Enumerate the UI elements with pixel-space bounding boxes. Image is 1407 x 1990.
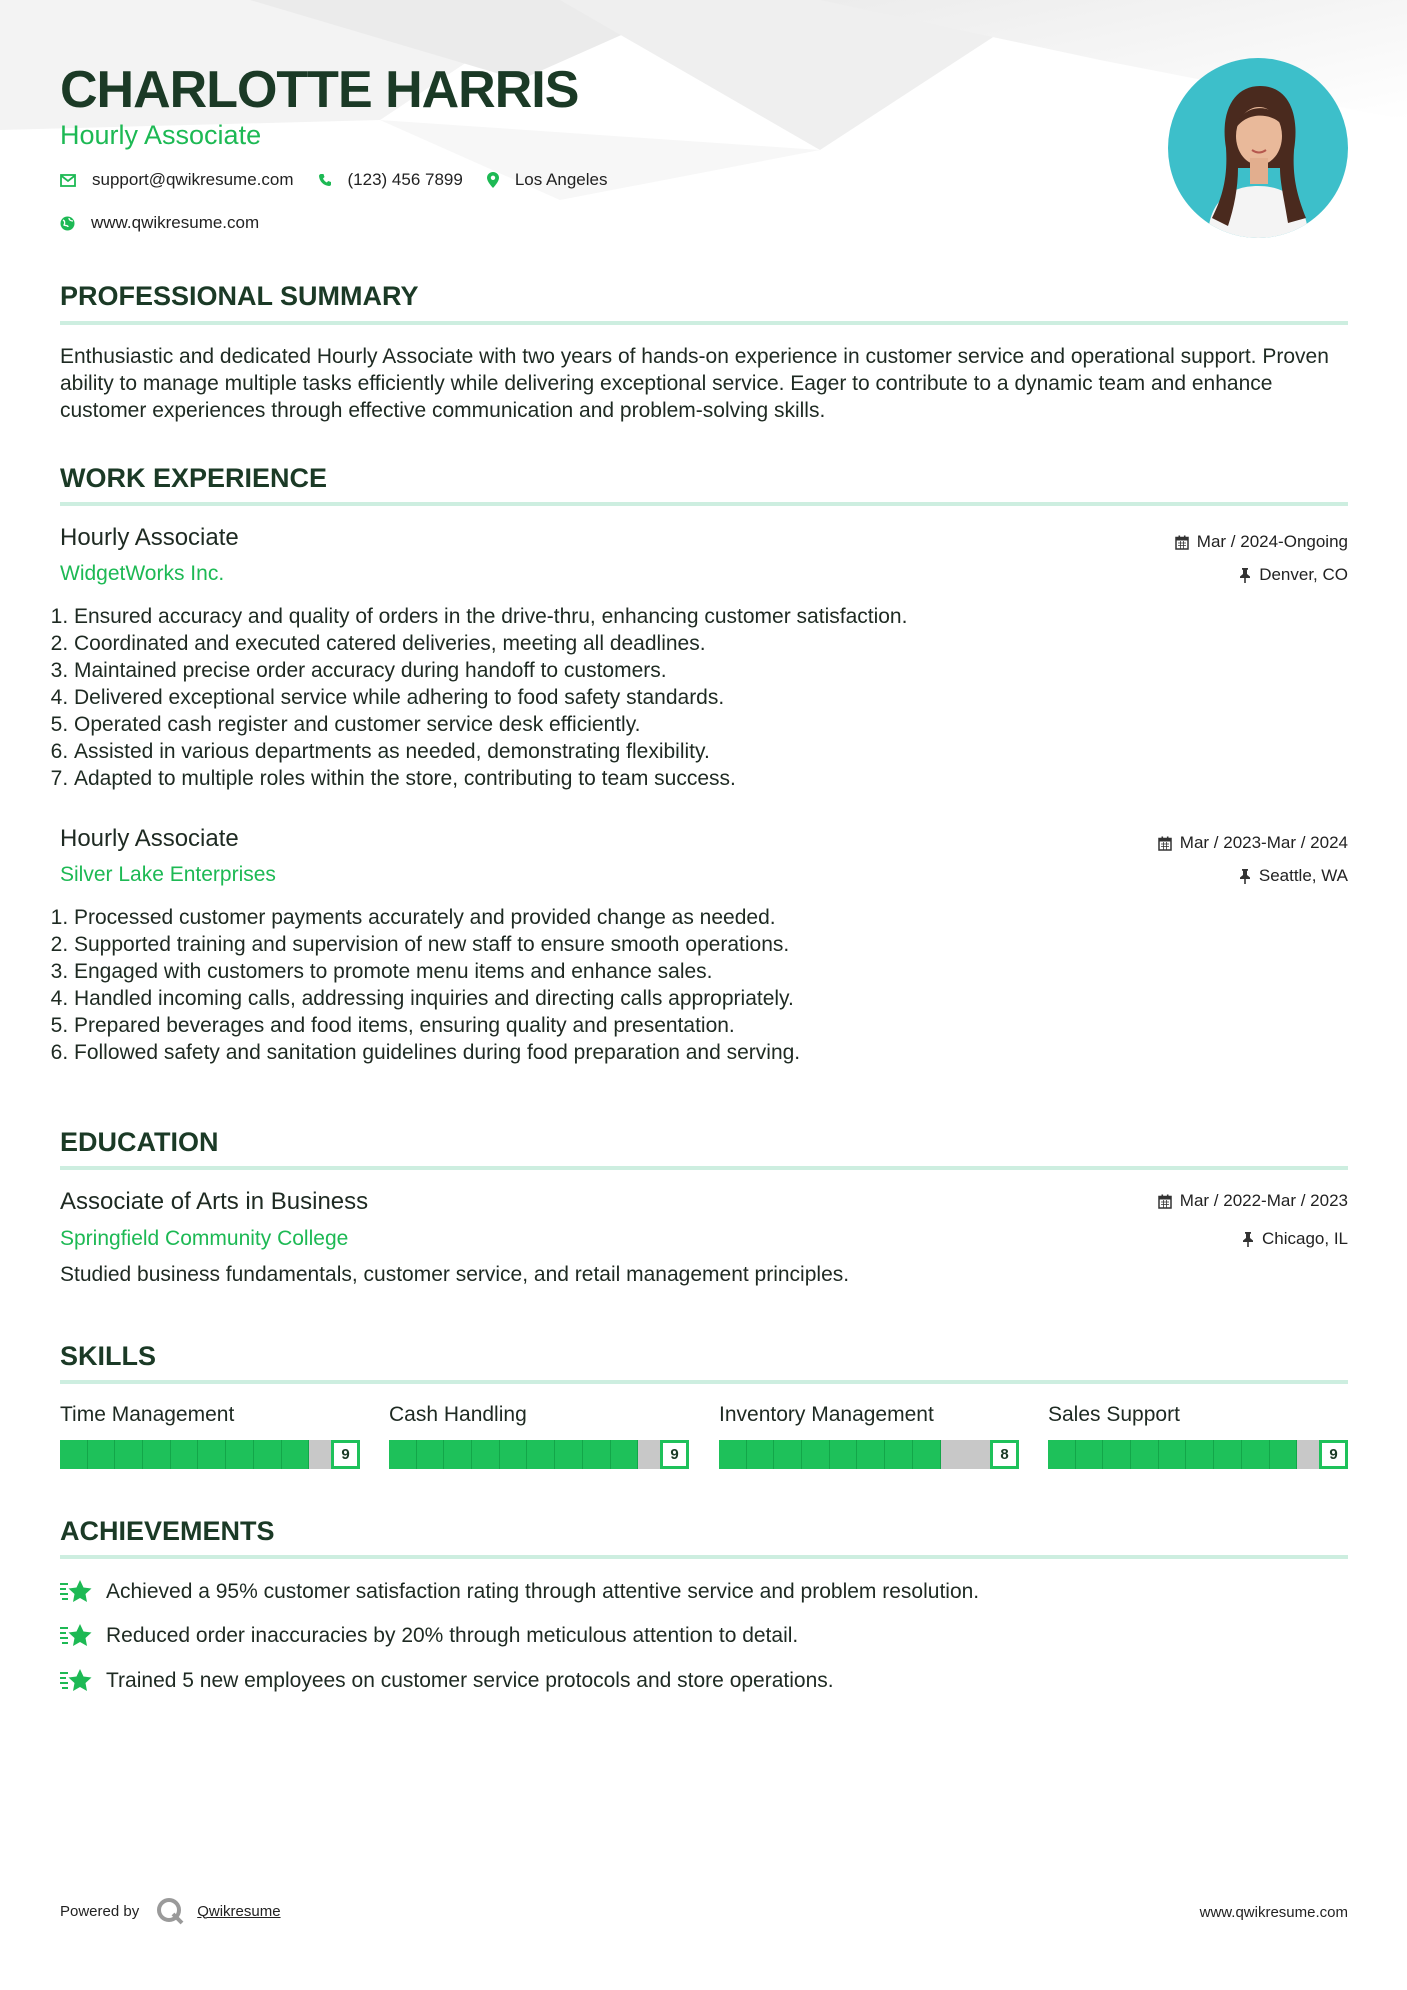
achievements-heading: ACHIEVEMENTS [60, 1516, 275, 1546]
skill-level-segment [774, 1440, 802, 1469]
skill-level-segment [88, 1440, 116, 1469]
skill-level-badge: 9 [331, 1440, 360, 1469]
experience-heading: WORK EXPERIENCE [60, 463, 328, 493]
list-item: 1. Processed customer payments accurately and provided change as needed. [74, 904, 800, 931]
skill-level-track [719, 1440, 996, 1469]
education-school: Springfield Community College [60, 1227, 349, 1250]
education-description: Studied business fundamentals, customer service, and retail management principles. [60, 1263, 850, 1286]
list-item: 6. Assisted in various departments as needed, demonstrating flexibility. [74, 738, 907, 765]
globe-icon [60, 216, 75, 231]
skill-level-segment [747, 1440, 775, 1469]
skill-level-segment [389, 1440, 417, 1469]
skill-level-segment [1214, 1440, 1242, 1469]
skill-name: Time Management [60, 1403, 235, 1426]
pushpin-icon [1239, 568, 1251, 583]
achievement-text: Achieved a 95% customer satisfaction rating through attentive service and problem resolution. [106, 1580, 980, 1603]
contact-website[interactable] [60, 213, 259, 233]
skill-level-segment [282, 1440, 310, 1469]
star-achievement-icon [60, 1667, 92, 1695]
list-item: 3. Engaged with customers to promote menu items and enhance sales. [74, 958, 800, 985]
envelope-icon [60, 174, 76, 187]
qwikresume-logo-icon [155, 1896, 185, 1926]
list-item: 2. Supported training and supervision of new staff to ensure smooth operations. [74, 931, 800, 958]
skill-level-segment [60, 1440, 88, 1469]
job-location [1239, 564, 1348, 586]
pushpin-icon [1242, 1232, 1254, 1247]
skill-level-segment [444, 1440, 472, 1469]
skill-level-segment [198, 1440, 226, 1469]
skill-level-segment [802, 1440, 830, 1469]
summary-text: Enthusiastic and dedicated Hourly Associate with two years of hands-on experience in customer service and operational support. Proven ability to manage multiple tasks efficiently while delivering exceptional service. Eager to contribute to a dynamic team and enhance customer experiences through effective communication and problem-solving skills. [60, 345, 1329, 422]
skill-level-segment [941, 1440, 969, 1469]
skill-level-segment [611, 1440, 639, 1469]
education-location-text: Chicago, IL [1262, 1229, 1348, 1248]
contact-location [487, 170, 608, 190]
skill-level-segment [1186, 1440, 1214, 1469]
education-heading: EDUCATION [60, 1127, 219, 1157]
skill-item [1048, 1401, 1348, 1469]
skill-level-segment [1242, 1440, 1270, 1469]
skill-level-segment [115, 1440, 143, 1469]
skill-name: Inventory Management [719, 1403, 934, 1426]
skill-level-badge: 9 [660, 1440, 689, 1469]
contact-line-2 [60, 213, 283, 233]
job-dates-text: Mar / 2024-Ongoing [1196, 532, 1348, 551]
job-dates [1158, 832, 1348, 854]
list-item: 5. Operated cash register and customer service desk efficiently. [74, 711, 907, 738]
candidate-name: CHARLOTTE HARRIS [60, 61, 579, 119]
qwikresume-brand-link[interactable]: Qwikresume [197, 1902, 281, 1920]
skills-heading: SKILLS [60, 1341, 157, 1371]
skill-level-bar [60, 1440, 360, 1469]
star-achievement-icon [60, 1578, 92, 1606]
job-company: WidgetWorks Inc. [60, 562, 225, 585]
skill-name: Sales Support [1048, 1403, 1180, 1426]
powered-by-label: Powered by [60, 1902, 140, 1920]
list-item: 4. Handled incoming calls, addressing inquiries and directing calls appropriately. [74, 985, 800, 1012]
job-company: Silver Lake Enterprises [60, 863, 276, 886]
skill-level-segment [1076, 1440, 1104, 1469]
skill-level-segment [527, 1440, 555, 1469]
contact-email[interactable] [60, 170, 294, 190]
education-divider [60, 1166, 1348, 1170]
job-location [1239, 865, 1348, 887]
skills-divider [60, 1380, 1348, 1384]
skill-level-segment [1159, 1440, 1187, 1469]
skill-name: Cash Handling [389, 1403, 527, 1426]
footer-website[interactable]: www.qwikresume.com [1199, 1904, 1348, 1921]
list-item: 4. Delivered exceptional service while adhering to food safety standards. [74, 684, 907, 711]
website-text: www.qwikresume.com [91, 213, 260, 232]
skill-level-track [1048, 1440, 1325, 1469]
footer-powered-by [60, 1896, 281, 1926]
skill-level-segment [1103, 1440, 1131, 1469]
skill-level-segment [583, 1440, 611, 1469]
star-achievement-icon [60, 1622, 92, 1650]
skill-level-segment [913, 1440, 941, 1469]
job-title: Hourly Associate [60, 524, 239, 551]
job-location-text: Denver, CO [1259, 565, 1348, 584]
skill-level-segment [1270, 1440, 1298, 1469]
job-responsibilities [54, 603, 907, 792]
education-dates [1158, 1190, 1348, 1212]
calendar-icon [1158, 1194, 1172, 1209]
experience-divider [60, 502, 1348, 506]
contact-phone[interactable] [318, 170, 463, 190]
skill-level-segment [472, 1440, 500, 1469]
skill-level-badge: 8 [990, 1440, 1019, 1469]
location-text: Los Angeles [514, 170, 608, 189]
skill-level-segment [885, 1440, 913, 1469]
achievement-text: Trained 5 new employees on customer service protocols and store operations. [106, 1669, 834, 1692]
skill-level-segment [143, 1440, 171, 1469]
job-responsibilities [54, 904, 800, 1066]
achievement-item [60, 1622, 798, 1650]
phone-icon [318, 173, 332, 187]
skill-level-segment [1048, 1440, 1076, 1469]
education-location [1242, 1228, 1348, 1250]
education-dates-text: Mar / 2022-Mar / 2023 [1179, 1191, 1348, 1210]
list-item: 2. Coordinated and executed catered deliveries, meeting all deadlines. [74, 630, 907, 657]
calendar-icon [1175, 535, 1189, 550]
skill-level-badge: 9 [1319, 1440, 1348, 1469]
achievements-divider [60, 1555, 1348, 1559]
skill-level-segment [857, 1440, 885, 1469]
contact-line [60, 170, 631, 190]
skill-level-bar [1048, 1440, 1348, 1469]
calendar-icon [1158, 836, 1172, 851]
skill-level-segment [830, 1440, 858, 1469]
list-item: 3. Maintained precise order accuracy during handoff to customers. [74, 657, 907, 684]
job-location-text: Seattle, WA [1258, 866, 1348, 885]
summary-heading: PROFESSIONAL SUMMARY [60, 281, 419, 311]
skill-level-bar [719, 1440, 1019, 1469]
education-degree: Associate of Arts in Business [60, 1188, 369, 1215]
list-item: 6. Followed safety and sanitation guidelines during food preparation and serving. [74, 1039, 800, 1066]
summary-divider [60, 321, 1348, 325]
achievement-text: Reduced order inaccuracies by 20% through meticulous attention to detail. [106, 1624, 799, 1647]
list-item: 1. Ensured accuracy and quality of orders in the drive-thru, enhancing customer satisfaction. [74, 603, 907, 630]
skill-level-segment [500, 1440, 528, 1469]
job-dates-text: Mar / 2023-Mar / 2024 [1179, 833, 1348, 852]
skill-level-track [389, 1440, 666, 1469]
skill-level-bar [389, 1440, 689, 1469]
achievement-item [60, 1667, 834, 1695]
skill-level-segment [417, 1440, 445, 1469]
job-dates [1175, 531, 1348, 553]
phone-text: (123) 456 7899 [347, 170, 463, 189]
skill-item [719, 1401, 1019, 1469]
list-item: 7. Adapted to multiple roles within the store, contributing to team success. [74, 765, 907, 792]
job-title: Hourly Associate [60, 825, 239, 852]
pushpin-icon [1239, 869, 1251, 884]
skill-level-segment [254, 1440, 282, 1469]
skill-level-segment [1131, 1440, 1159, 1469]
skill-level-segment [555, 1440, 583, 1469]
achievement-item [60, 1578, 979, 1606]
skill-item [389, 1401, 689, 1469]
email-text: support@qwikresume.com [92, 170, 294, 189]
skill-item [60, 1401, 360, 1469]
candidate-role: Hourly Associate [60, 120, 262, 150]
skill-level-track [60, 1440, 337, 1469]
skill-level-segment [719, 1440, 747, 1469]
list-item: 5. Prepared beverages and food items, ensuring quality and presentation. [74, 1012, 800, 1039]
profile-photo [1168, 58, 1348, 238]
skill-level-segment [226, 1440, 254, 1469]
skill-level-segment [171, 1440, 199, 1469]
map-pin-icon [487, 172, 499, 188]
